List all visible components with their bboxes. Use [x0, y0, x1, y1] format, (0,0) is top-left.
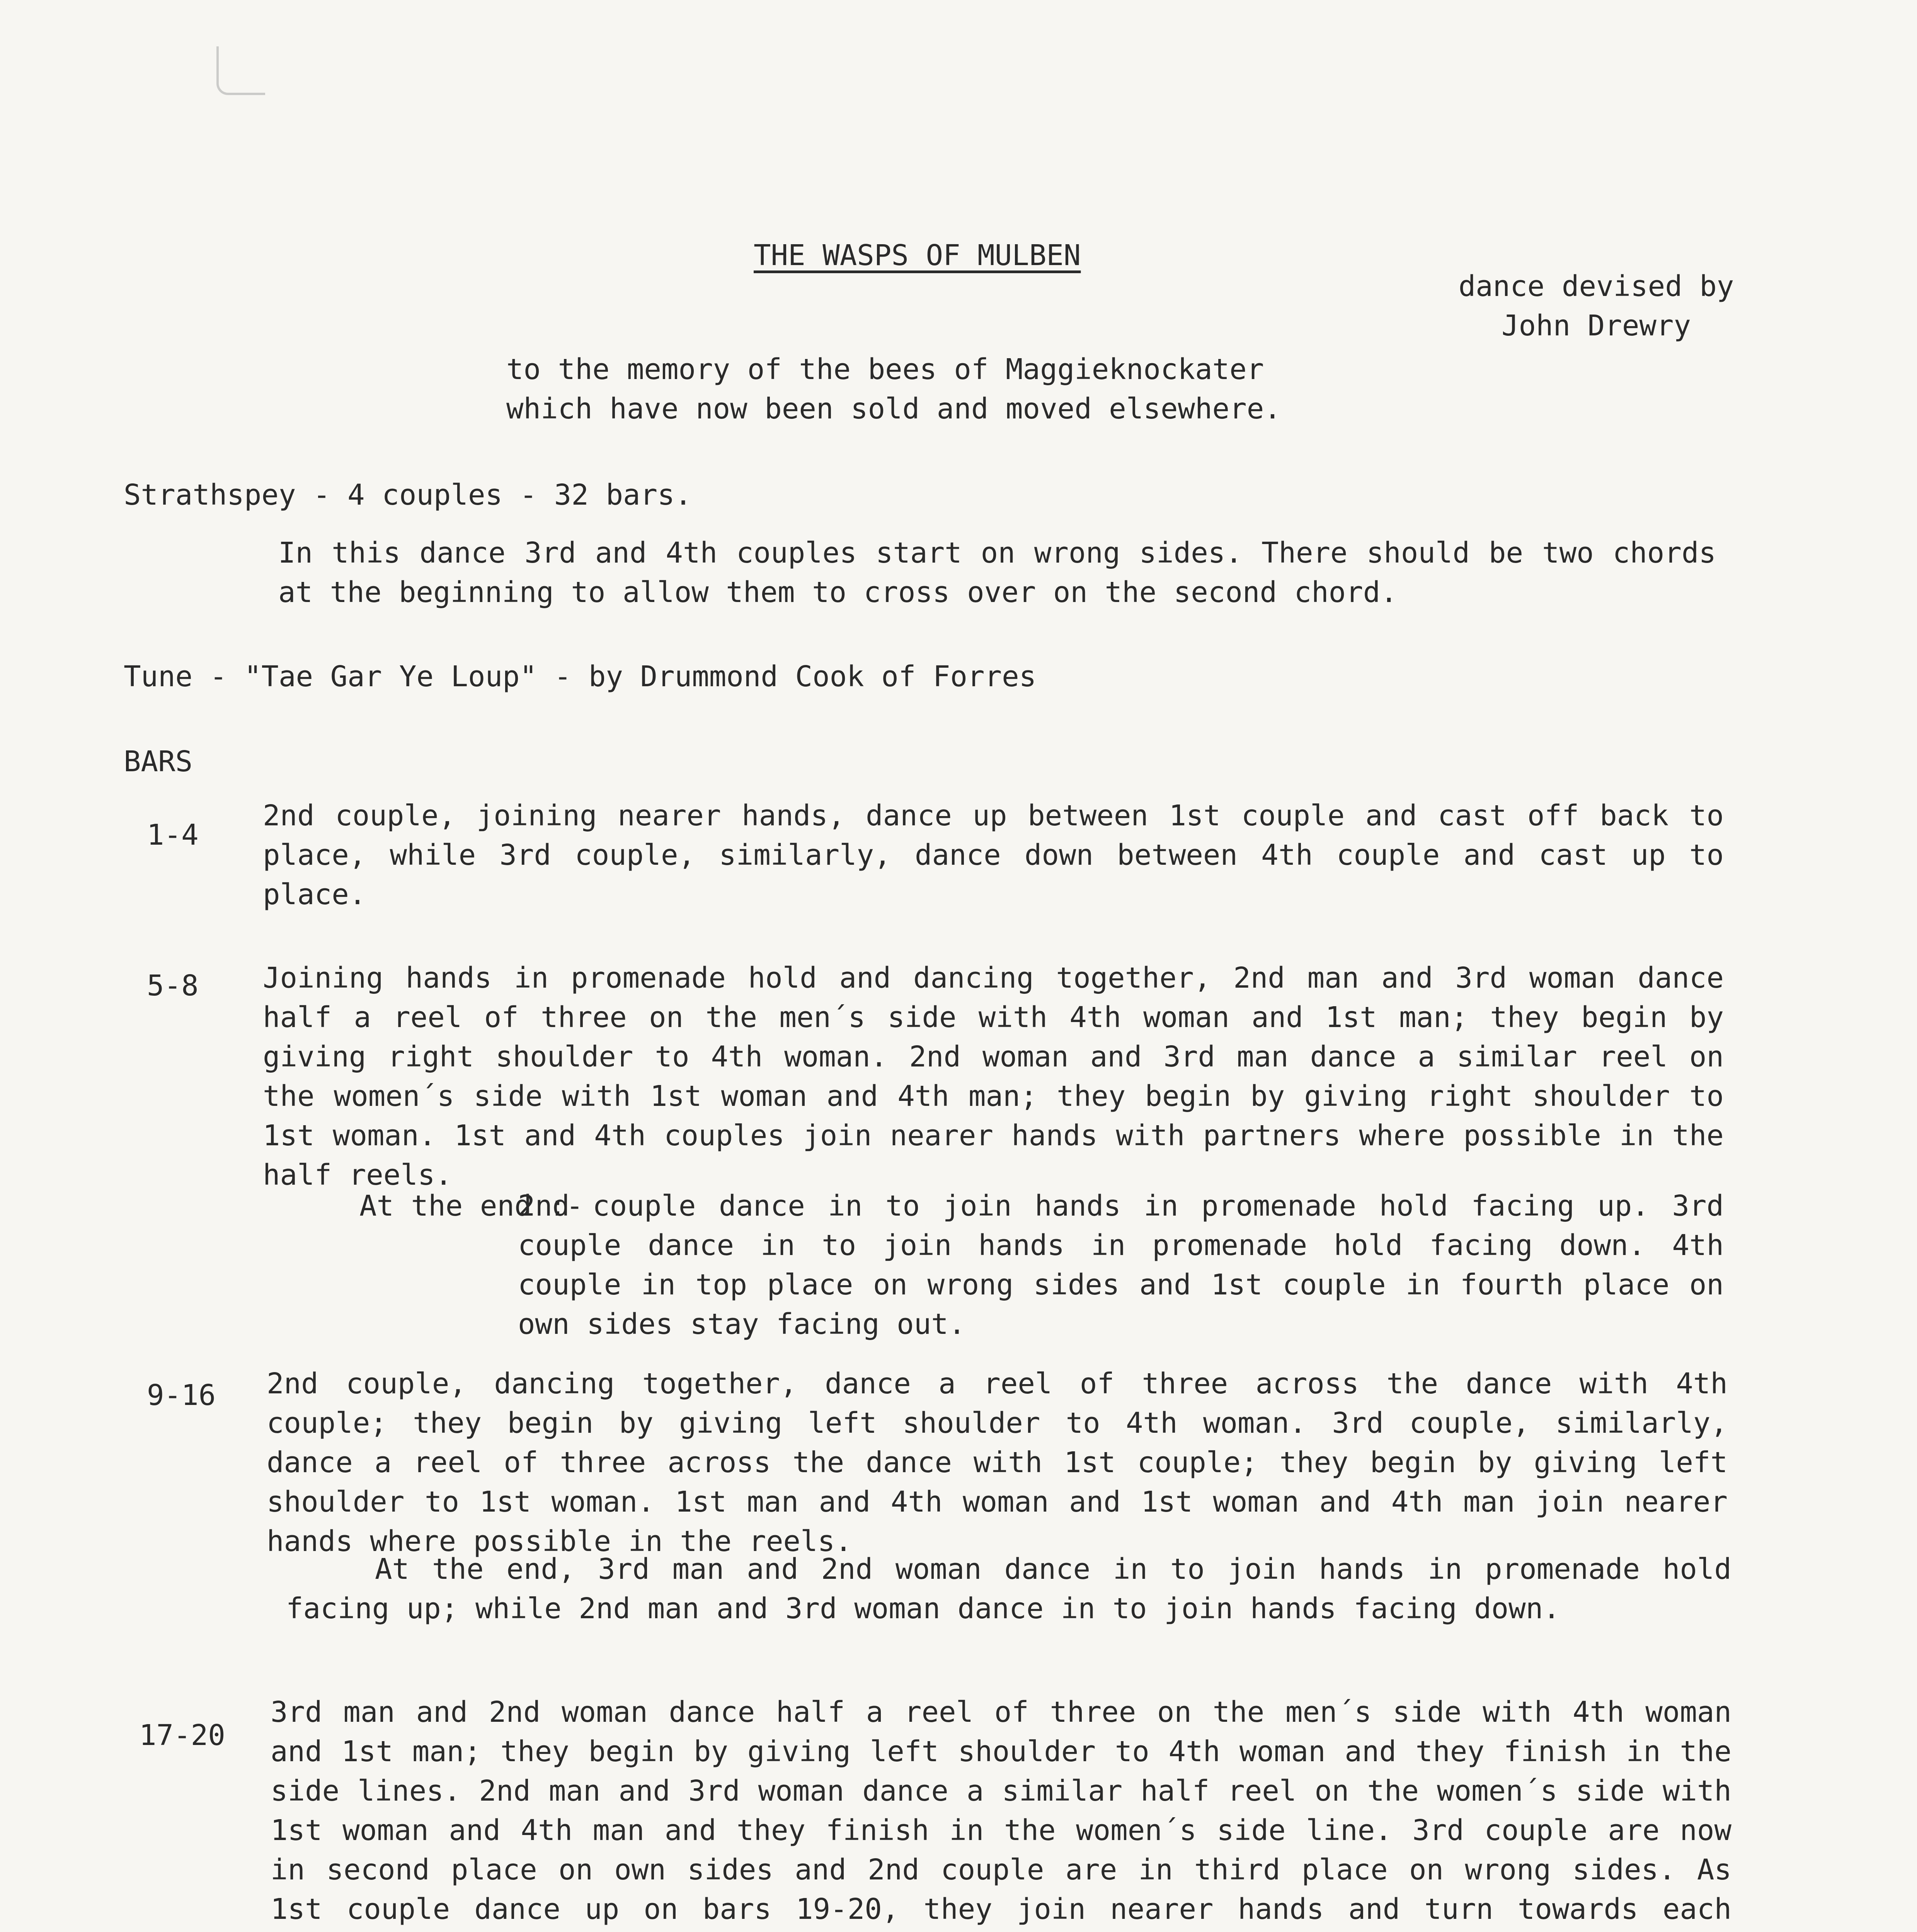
- step-text-4: 3rd man and 2nd woman dance half a reel of three on the men´s side with 4th woman and 1st man; they begin by giving left shoulder to 4th woman and they finish in the side lines. 2nd man and 3rd woman dance a similar half reel on the women´s side with 1st woman and 4th man and they finish in the women´s side line. 3rd couple are now in second place on own sides and 2nd couple are in third place on wrong sides. As 1st couple dance up on bars 19-20, they join nearer hands and turn towards each: [271, 1696, 1731, 1926]
- dance-title: THE WASPS OF MULBEN: [754, 239, 1081, 272]
- step-end-label-2: At the end :-: [359, 1189, 584, 1223]
- credit-line-1: dance devised by: [1458, 270, 1734, 303]
- dance-format: Strathspey - 4 couples - 32 bars.: [124, 478, 692, 512]
- pencil-mark: [216, 46, 265, 95]
- bars-heading: BARS: [124, 745, 193, 778]
- dedication: [506, 350, 1281, 429]
- step-bars-1: 1-4: [147, 818, 199, 852]
- step-end-text-3: At the end, 3rd man and 2nd woman dance in to join hands in promenade hold facing up; while 2nd man and 3rd woman dance in to join hands facing down.: [286, 1553, 1731, 1625]
- step-text-2: Joining hands in promenade hold and dancing together, 2nd man and 3rd woman dance half a reel of three on the men´s side with 4th woman and 1st man; they begin by giving right shoulder to 4th woman. 2nd woman and 3rd man dance a similar reel on the women´s side with 1st woman and 4th man; they begin by giving right shoulder to 1st woman. 1st and 4th couples join nearer hands with partners where possible in the half reels.: [263, 961, 1724, 1192]
- credit: [1422, 267, 1770, 345]
- dedication-line-2: which have now been sold and moved elsewhere.: [506, 392, 1281, 425]
- step-bars-2: 5-8: [147, 969, 199, 1002]
- step-end-text-2: 2nd couple dance in to join hands in promenade hold facing up. 3rd couple dance in to join hands in promenade hold facing down. 4th couple in top place on wrong sides and 1st couple in fourth place on own sides stay facing out.: [518, 1189, 1724, 1341]
- tune-line: Tune - "Tae Gar Ye Loup" - by Drummond Cook of Forres: [124, 660, 1037, 693]
- credit-line-2: John Drewry: [1501, 309, 1691, 342]
- step-bars-4: 17-20: [139, 1719, 225, 1752]
- dedication-line-1: to the memory of the bees of Maggieknockater: [506, 353, 1264, 386]
- intro-paragraph: In this dance 3rd and 4th couples start on wrong sides. There should be two chords at the beginning to allow them to cross over on the second chord.: [278, 536, 1716, 609]
- step-text-1: 2nd couple, joining nearer hands, dance up between 1st couple and cast off back to place, while 3rd couple, similarly, dance down between 4th couple and cast up to place.: [263, 799, 1724, 911]
- step-text-3: 2nd couple, dancing together, dance a reel of three across the dance with 4th couple; they begin by giving left shoulder to 4th woman. 3rd couple, similarly, dance a reel of three across the dance with 1st couple; they begin by giving left shoulder to 1st woman. 1st man and 4th woman and 1st woman and 4th man join nearer hands where possible in the reels.: [267, 1367, 1728, 1558]
- step-bars-3: 9-16: [147, 1379, 216, 1412]
